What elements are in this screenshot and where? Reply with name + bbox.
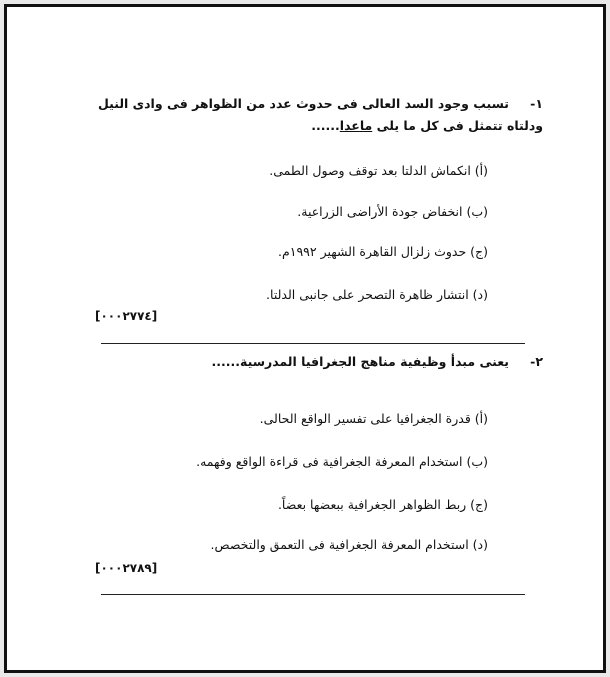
question-2-stem-text: يعنى مبدأ وظيفية مناهج الجغرافيا المدرسية...... <box>211 354 509 369</box>
question-1-option-d[interactable]: (د) انتشار ظاهرة التصحر على جانبى الدلتا. <box>266 287 488 302</box>
question-1-option-b[interactable]: (ب) انخفاض جودة الأراضى الزراعية. <box>297 204 488 219</box>
question-2-option-b[interactable]: (ب) استخدام المعرفة الجغرافية فى قراءة الواقع وفهمه. <box>196 454 488 469</box>
question-2-code: [٠٠٠٢٧٨٩] <box>95 561 158 575</box>
question-1-stem-text: تسبب وجود السد العالى فى حدوث عدد من الظواهر فى وادى النيل ودلتاه تتمثل فى كل ما يلى <box>97 96 543 133</box>
question-1-stem <box>83 93 543 137</box>
question-1 <box>83 93 543 137</box>
question-1-number: ١- <box>530 96 543 111</box>
question-2-option-d[interactable]: (د) استخدام المعرفة الجغرافية فى التعمق والتخصص. <box>210 537 488 552</box>
question-2 <box>83 351 543 373</box>
question-2-number: ٢- <box>530 354 543 369</box>
exam-page <box>4 4 606 673</box>
question-1-ellipsis: ...... <box>311 118 340 133</box>
divider-2 <box>101 594 525 595</box>
question-2-stem <box>83 351 543 373</box>
question-2-option-a[interactable]: (أ) قدرة الجغرافيا على تفسير الواقع الحالى. <box>259 411 488 426</box>
question-1-exception-word: ماعدا <box>339 118 373 133</box>
divider-1 <box>101 343 525 344</box>
question-1-option-c[interactable]: (ج) حدوث زلزال القاهرة الشهير ١٩٩٢م. <box>278 244 488 259</box>
question-1-option-a[interactable]: (أ) انكماش الدلتا بعد توقف وصول الطمى. <box>269 163 488 178</box>
question-1-code: [٠٠٠٢٧٧٤] <box>95 309 158 323</box>
question-2-option-c[interactable]: (ج) ربط الظواهر الجغرافية ببعضها بعضاً. <box>277 497 488 512</box>
